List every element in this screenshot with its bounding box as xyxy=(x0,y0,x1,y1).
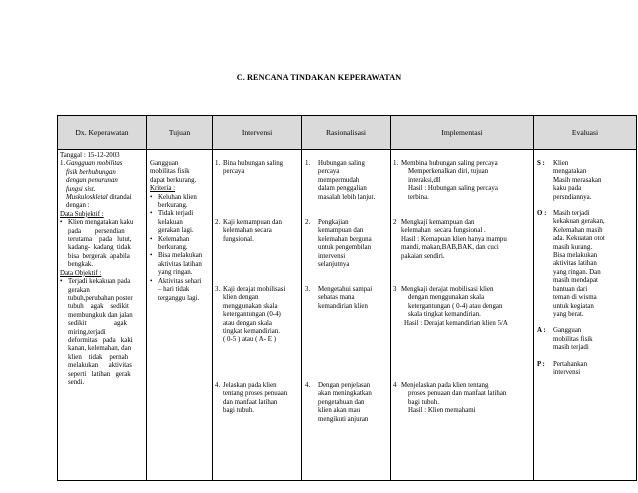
rasional-line: Dengan penjelasan xyxy=(318,382,371,389)
tujuan-intro: mobilitas fisik xyxy=(150,168,190,176)
kriteria-item: Bisa melakukan xyxy=(158,252,203,260)
header-rasionalisasi: Rasionalisasi xyxy=(302,116,391,150)
impl-line: Hasil : Derajat kemandirian klien 5/A xyxy=(404,319,508,327)
eval-s-line: Masih merasakan xyxy=(553,176,602,184)
impl-line: ketergantungan ( 0-4) atau dengan xyxy=(408,302,503,310)
intervensi-line: dan manfaat latihan xyxy=(223,398,278,406)
rasional-line: intervensi xyxy=(318,252,346,260)
dx-cell xyxy=(58,150,147,481)
subjektif-label: Data Subjektif : xyxy=(60,210,104,218)
intervensi-line: atau dengan skala xyxy=(223,319,272,327)
eval-o-line: masih kurang. xyxy=(553,243,593,251)
kriteria-item: yang ringan. xyxy=(158,269,193,277)
impl-line: Menjelaskan pada klien tentang xyxy=(401,382,489,389)
objektif-line: sedikit agak xyxy=(68,320,127,328)
eval-o-label: O : xyxy=(537,210,547,218)
kriteria-item: Tidak terjadi xyxy=(158,210,194,218)
eval-a-line: Gangguan xyxy=(553,327,582,335)
objektif-line: deformitas pada kaki xyxy=(68,336,133,344)
subjektif-line: pada persendian xyxy=(68,227,125,235)
intervensi-line: fungsional. xyxy=(223,235,254,243)
bullet-icon: • xyxy=(150,210,153,218)
intervensi-line: Jelaskan pada klien xyxy=(223,382,277,389)
impl-number: 3 xyxy=(393,286,397,293)
rasional-number: 1. xyxy=(305,160,311,167)
impl-line: Mengkaji kemampuan dan xyxy=(401,219,475,226)
eval-p-line: intervensi xyxy=(553,368,581,376)
impl-line: Hasil : Klien memahami xyxy=(408,407,476,415)
bullet-icon: • xyxy=(150,235,153,243)
rasional-line: sebatas mana xyxy=(318,294,355,302)
impl-line: Membina hubungan saling percaya xyxy=(401,160,498,167)
dx-number: 1. xyxy=(60,160,66,168)
intervensi-line: menggunakan skala xyxy=(223,302,278,310)
intervensi-line: tingkat kemandirian. xyxy=(223,328,281,336)
rasional-line: Mengetahui sampai xyxy=(318,286,373,293)
intervensi-line: Bina hubungan saling xyxy=(223,160,284,167)
eval-o-line: yang ringan. Dan xyxy=(553,268,601,276)
kriteria-item: Kelemahan xyxy=(158,235,190,243)
nursing-plan-table xyxy=(57,115,637,481)
objektif-line: membungkuk dan jalan xyxy=(68,311,133,319)
objektif-line: seperti latihan gerak xyxy=(68,370,131,378)
header-row xyxy=(58,116,637,150)
impl-line: terbina. xyxy=(408,193,429,201)
rasional-line: untuk pengembilan xyxy=(318,244,372,252)
impl-line: pakaian sendiri. xyxy=(401,252,445,260)
impl-line: interaksi,dll xyxy=(408,176,441,184)
intervensi-line: klien dengan xyxy=(223,294,259,302)
intervensi-number: 4. xyxy=(215,382,221,389)
objektif-line: sendi. xyxy=(68,378,85,386)
intervensi-line: bagi tubuh. xyxy=(223,407,255,415)
intervensi-cell xyxy=(213,150,302,481)
eval-o-line: masih mendapat xyxy=(553,277,598,285)
subjektif-line: terutama pada lutut, xyxy=(68,236,132,244)
kriteria-item: kelakuan xyxy=(158,218,183,226)
header-dx: Dx. Keperawatan xyxy=(58,116,147,150)
intervensi-number: 1. xyxy=(215,160,221,167)
impl-line: Hasil : Kemapuan klien hanya mampu xyxy=(401,235,507,243)
eval-o-line: untuk kegiatan xyxy=(553,302,594,310)
eval-o-line: bantuan dari xyxy=(553,285,588,293)
header-tujuan: Tujuan xyxy=(147,116,213,150)
rasional-line: Pengkajian xyxy=(318,219,349,226)
objektif-label: Data Objektif : xyxy=(60,269,102,277)
rasional-line: dalam penggalian xyxy=(318,185,367,193)
intervensi-line: ( 0-5 ) atau ( A- E ) xyxy=(223,336,276,344)
kriteria-item: gerakan lagi. xyxy=(158,227,194,235)
rasional-line: percaya xyxy=(318,168,340,176)
dx-problem: fisik berhubungan xyxy=(66,168,116,176)
kriteria-item: terganggu lagi. xyxy=(158,294,200,302)
kriteria-item: Aktivitas sehari xyxy=(158,277,202,285)
eval-a-label: A : xyxy=(537,327,546,335)
table-row xyxy=(58,150,637,481)
eval-a-line: masih terjadi xyxy=(553,344,589,352)
eval-o-line: ada. Kekuatan otot xyxy=(553,235,605,243)
eval-s-line: persndiannya. xyxy=(553,193,592,201)
objektif-line: Terjadi kekakuan pada xyxy=(68,278,131,286)
rasional-line: akan meningkatkan xyxy=(318,390,372,398)
eval-s-line: mengatakan xyxy=(553,168,587,176)
rasional-line: kemampuan dan xyxy=(318,227,364,235)
kriteria-item: – hari tidak xyxy=(158,286,190,294)
eval-p-line: Pertahankan xyxy=(553,360,588,368)
subjektif-line: bisa bergerak apabila xyxy=(68,252,130,260)
objektif-line: kanan, kelemahan, dan xyxy=(68,345,132,353)
rasional-number: 2. xyxy=(305,219,311,226)
implementasi-cell xyxy=(391,150,534,481)
rasional-number: 3. xyxy=(305,286,311,293)
tujuan-intro: Gangguan xyxy=(150,160,179,167)
intervensi-line: percaya xyxy=(223,168,245,176)
subjektif-line: Klien mengatakan kaku xyxy=(68,219,134,227)
eval-p-label: P : xyxy=(537,360,545,368)
intervensi-line: tentang proses penuaan xyxy=(223,390,288,398)
rasional-line: Hubungan saling xyxy=(318,160,365,167)
subjektif-line: kadang- kadang tidak xyxy=(68,244,131,252)
intervensi-line: Kaji derajat mobilisasi xyxy=(223,286,286,293)
subjektif-line: bengkak. xyxy=(68,261,94,269)
bullet-icon: • xyxy=(150,277,153,285)
eval-o-line: aktivitas latihan xyxy=(553,260,597,268)
header-intervensi: Intervensi xyxy=(213,116,302,150)
eval-o-line: kekakuan gerakan, xyxy=(553,218,605,226)
dx-date: Tanggal : 15-12-2003 xyxy=(60,152,120,159)
impl-line: bagi tubuh. xyxy=(408,398,440,406)
header-implementasi: Implementasi xyxy=(391,116,534,150)
intervensi-line: kelemahan secara xyxy=(223,227,272,235)
impl-line: Hasil : Hubungan saling percaya xyxy=(408,185,498,193)
bullet-icon: • xyxy=(60,219,63,227)
rasional-line: kemandirian klien xyxy=(318,302,368,310)
rasional-line: klien akan mau xyxy=(318,407,361,415)
rasional-line: kelemahan berguna xyxy=(318,235,372,243)
rasional-line: masalah lebih lanjut. xyxy=(318,193,376,201)
kriteria-item: Keluhan klien xyxy=(158,193,197,201)
header-evaluasi: Evaluasi xyxy=(534,116,637,150)
objektif-line: tubuh agak sedikit xyxy=(68,303,129,311)
dx-ditandai: ditandai xyxy=(109,194,132,202)
impl-line: dengan menggunakan skala xyxy=(408,294,485,302)
eval-o-line: Bisa melakukan xyxy=(553,252,598,260)
tujuan-intro: dapat berkurang. xyxy=(150,176,197,184)
eval-o-line: Masih terjadi xyxy=(553,210,590,218)
eval-o-line: Kelemahan masih xyxy=(553,226,603,234)
eval-s-line: Klien xyxy=(553,160,569,167)
intervensi-number: 3. xyxy=(215,286,221,293)
kriteria-label: Kriteria : xyxy=(150,185,176,193)
impl-number: 1. xyxy=(393,160,399,167)
dx-dengan: dengan : xyxy=(66,202,90,210)
kriteria-item: aktivitas latihan xyxy=(158,260,202,268)
eval-s-label: S : xyxy=(537,160,545,167)
impl-line: skala tingkat kemandirian. xyxy=(408,311,481,319)
evaluasi-cell xyxy=(534,150,637,481)
rasional-line: pengetahuan dan xyxy=(318,398,365,406)
impl-line: Memperkenalkan diri, tujuan xyxy=(408,168,489,176)
eval-o-line: yang berat. xyxy=(553,310,584,318)
intervensi-line: ketergantungan (0-4) xyxy=(223,311,281,319)
eval-a-line: mobilitas fisik xyxy=(553,335,593,343)
kriteria-item: berkurang. xyxy=(158,202,188,210)
dx-muskulo: Muskuloskletal xyxy=(66,194,108,202)
intervensi-line: Kaji kemampuan dan xyxy=(223,219,282,226)
objektif-line: tubuh,perubahan poster xyxy=(68,294,133,302)
dx-problem: Gangguan mobilitas xyxy=(66,160,123,168)
bullet-icon: • xyxy=(60,278,63,286)
impl-number: 2 xyxy=(393,219,397,226)
rasionalisasi-cell xyxy=(302,150,391,481)
objektif-line: melakukan aktivitas xyxy=(68,362,132,370)
dx-problem: fungsi sist. xyxy=(66,185,96,193)
impl-line: kelemahan secara fungsional . xyxy=(401,227,486,235)
rasional-number: 4. xyxy=(305,382,311,389)
objektif-line: gerakan xyxy=(68,286,90,294)
rasional-line: mempermudah xyxy=(318,176,360,184)
impl-line: mandi, makan,BAB,BAK, dan cuci xyxy=(401,244,499,252)
rasional-line: mengikuti anjuran xyxy=(318,415,369,423)
dx-problem: dengan penurunan xyxy=(66,177,118,185)
impl-line: Mengkaji derajat mobilisasi klien xyxy=(401,286,494,293)
eval-o-line: teman di wisma xyxy=(553,294,597,302)
kriteria-item: berkurang. xyxy=(158,244,188,252)
rasional-line: selanjutnya xyxy=(318,261,350,269)
eval-s-line: kaku pada xyxy=(553,185,582,193)
objektif-line: klien tidak pernah xyxy=(68,353,129,361)
objektif-line: miring,terjadi xyxy=(68,328,106,336)
document-title: C. RENCANA TINDAKAN KEPERAWATAN xyxy=(236,73,402,82)
tujuan-cell xyxy=(147,150,213,481)
impl-number: 4 xyxy=(393,382,397,389)
bullet-icon: • xyxy=(150,252,153,260)
bullet-icon: • xyxy=(150,193,153,201)
intervensi-number: 2. xyxy=(215,219,221,226)
impl-line: proses penuaan dan manfaat latihan xyxy=(408,390,507,398)
